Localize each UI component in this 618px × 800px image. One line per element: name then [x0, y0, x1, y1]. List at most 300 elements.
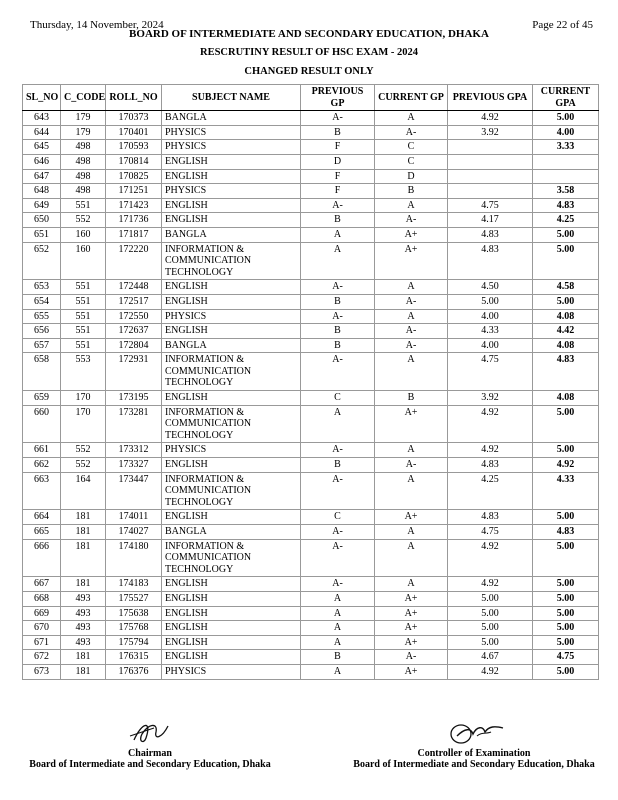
roll-no-cell: 173327 — [106, 458, 162, 473]
sl-no-cell: 667 — [23, 577, 61, 592]
c-code-cell: 551 — [61, 309, 106, 324]
sl-no-cell: 664 — [23, 510, 61, 525]
roll-no-cell: 171251 — [106, 184, 162, 199]
previous-gp-cell: A — [301, 621, 375, 636]
previous-gp-cell: B — [301, 458, 375, 473]
roll-no-cell: 173312 — [106, 443, 162, 458]
previous-gp-cell: A- — [301, 539, 375, 577]
table-row — [23, 577, 599, 592]
subject-cell: PHYSICS — [162, 140, 301, 155]
col-header: CURRENT GP — [375, 85, 448, 111]
c-code-cell: 498 — [61, 184, 106, 199]
current-gpa-cell: 5.00 — [533, 591, 599, 606]
sl-no-cell: 647 — [23, 169, 61, 184]
table-row — [23, 591, 599, 606]
table-row — [23, 443, 599, 458]
col-header: SL_NO — [23, 85, 61, 111]
c-code-cell: 498 — [61, 140, 106, 155]
sl-no-cell: 668 — [23, 591, 61, 606]
current-gp-cell: A+ — [375, 621, 448, 636]
col-header: C_CODE — [61, 85, 106, 111]
roll-no-cell: 171423 — [106, 198, 162, 213]
table-row — [23, 664, 599, 679]
c-code-cell: 181 — [61, 525, 106, 540]
sl-no-cell: 669 — [23, 606, 61, 621]
chairman-signature-block — [0, 748, 300, 770]
table-row — [23, 184, 599, 199]
sl-no-cell: 652 — [23, 242, 61, 280]
roll-no-cell: 172448 — [106, 280, 162, 295]
subject-cell: ENGLISH — [162, 154, 301, 169]
table-row — [23, 154, 599, 169]
previous-gpa-cell: 4.75 — [448, 353, 533, 391]
chairman-title: Chairman — [128, 748, 172, 759]
roll-no-cell: 171736 — [106, 213, 162, 228]
previous-gpa-cell — [448, 140, 533, 155]
current-gp-cell: A — [375, 309, 448, 324]
sl-no-cell: 661 — [23, 443, 61, 458]
current-gpa-cell: 5.00 — [533, 294, 599, 309]
subject-cell: ENGLISH — [162, 591, 301, 606]
current-gpa-cell: 4.08 — [533, 309, 599, 324]
roll-no-cell: 172220 — [106, 242, 162, 280]
previous-gp-cell: B — [301, 338, 375, 353]
current-gp-cell: D — [375, 169, 448, 184]
c-code-cell: 552 — [61, 458, 106, 473]
current-gpa-cell: 3.58 — [533, 184, 599, 199]
roll-no-cell: 170814 — [106, 154, 162, 169]
c-code-cell: 551 — [61, 324, 106, 339]
sl-no-cell: 663 — [23, 472, 61, 510]
previous-gpa-cell: 4.33 — [448, 324, 533, 339]
current-gpa-cell — [533, 154, 599, 169]
current-gp-cell: A+ — [375, 227, 448, 242]
previous-gpa-cell: 4.00 — [448, 338, 533, 353]
subject-cell: BANGLA — [162, 227, 301, 242]
previous-gp-cell: A — [301, 227, 375, 242]
table-row — [23, 198, 599, 213]
c-code-cell: 160 — [61, 227, 106, 242]
subject-cell: INFORMATION & COMMUNICATION TECHNOLOGY — [162, 539, 301, 577]
c-code-cell: 498 — [61, 169, 106, 184]
subject-cell: BANGLA — [162, 338, 301, 353]
table-row — [23, 309, 599, 324]
roll-no-cell: 175638 — [106, 606, 162, 621]
current-gp-cell: A — [375, 111, 448, 126]
table-row — [23, 353, 599, 391]
current-gp-cell: A- — [375, 324, 448, 339]
previous-gpa-cell: 3.92 — [448, 125, 533, 140]
table-row — [23, 227, 599, 242]
table-row — [23, 650, 599, 665]
result-title: RESCRUTINY RESULT OF HSC EXAM - 2024 — [199, 47, 418, 58]
c-code-cell: 553 — [61, 353, 106, 391]
previous-gp-cell: A- — [301, 280, 375, 295]
table-row — [23, 213, 599, 228]
previous-gpa-cell: 4.00 — [448, 309, 533, 324]
sl-no-cell: 666 — [23, 539, 61, 577]
c-code-cell: 181 — [61, 539, 106, 577]
chairman-org: Board of Intermediate and Secondary Education, Dhaka — [29, 759, 271, 770]
roll-no-cell: 174180 — [106, 539, 162, 577]
roll-no-cell: 172550 — [106, 309, 162, 324]
previous-gpa-cell: 4.92 — [448, 405, 533, 443]
c-code-cell: 552 — [61, 213, 106, 228]
subject-cell: BANGLA — [162, 525, 301, 540]
previous-gpa-cell: 4.17 — [448, 213, 533, 228]
previous-gpa-cell: 4.25 — [448, 472, 533, 510]
previous-gp-cell: B — [301, 213, 375, 228]
subject-cell: PHYSICS — [162, 184, 301, 199]
roll-no-cell: 176376 — [106, 664, 162, 679]
subject-cell: ENGLISH — [162, 510, 301, 525]
chairman-signature-image — [128, 718, 174, 746]
previous-gpa-cell: 5.00 — [448, 621, 533, 636]
sl-no-cell: 656 — [23, 324, 61, 339]
current-gpa-cell: 5.00 — [533, 606, 599, 621]
previous-gp-cell: A — [301, 242, 375, 280]
current-gpa-cell: 4.00 — [533, 125, 599, 140]
controller-org: Board of Intermediate and Secondary Education, Dhaka — [353, 759, 595, 770]
subject-cell: INFORMATION & COMMUNICATION TECHNOLOGY — [162, 353, 301, 391]
current-gpa-cell: 4.83 — [533, 198, 599, 213]
previous-gpa-cell — [448, 169, 533, 184]
previous-gp-cell: C — [301, 391, 375, 406]
c-code-cell: 493 — [61, 606, 106, 621]
table-row — [23, 525, 599, 540]
previous-gp-cell: A — [301, 635, 375, 650]
c-code-cell: 181 — [61, 577, 106, 592]
previous-gpa-cell: 3.92 — [448, 391, 533, 406]
col-header: PREVIOUS GP — [301, 85, 375, 111]
c-code-cell: 181 — [61, 664, 106, 679]
current-gp-cell: A+ — [375, 606, 448, 621]
roll-no-cell: 172931 — [106, 353, 162, 391]
sl-no-cell: 643 — [23, 111, 61, 126]
subject-cell: ENGLISH — [162, 621, 301, 636]
subject-cell: PHYSICS — [162, 443, 301, 458]
col-header: PREVIOUS GPA — [448, 85, 533, 111]
table-row — [23, 391, 599, 406]
current-gpa-cell: 5.00 — [533, 443, 599, 458]
sl-no-cell: 672 — [23, 650, 61, 665]
roll-no-cell: 170401 — [106, 125, 162, 140]
subject-cell: ENGLISH — [162, 280, 301, 295]
previous-gp-cell: B — [301, 324, 375, 339]
subject-cell: ENGLISH — [162, 458, 301, 473]
controller-signature-image — [447, 722, 507, 748]
table-header-row — [23, 85, 599, 111]
previous-gp-cell: A- — [301, 111, 375, 126]
roll-no-cell: 172637 — [106, 324, 162, 339]
table-row — [23, 338, 599, 353]
sl-no-cell: 655 — [23, 309, 61, 324]
subject-cell: ENGLISH — [162, 294, 301, 309]
subject-cell: INFORMATION & COMMUNICATION TECHNOLOGY — [162, 242, 301, 280]
current-gp-cell: A- — [375, 650, 448, 665]
table-row — [23, 539, 599, 577]
sl-no-cell: 646 — [23, 154, 61, 169]
current-gpa-cell: 5.00 — [533, 111, 599, 126]
board-heading: BOARD OF INTERMEDIATE AND SECONDARY EDUCATION, DHAKA — [129, 28, 489, 40]
c-code-cell: 552 — [61, 443, 106, 458]
previous-gp-cell: A — [301, 405, 375, 443]
roll-no-cell: 173281 — [106, 405, 162, 443]
roll-no-cell: 173195 — [106, 391, 162, 406]
current-gpa-cell: 4.83 — [533, 525, 599, 540]
sl-no-cell: 649 — [23, 198, 61, 213]
sl-no-cell: 653 — [23, 280, 61, 295]
current-gp-cell: A — [375, 280, 448, 295]
previous-gp-cell: A — [301, 591, 375, 606]
c-code-cell: 551 — [61, 338, 106, 353]
previous-gpa-cell: 4.67 — [448, 650, 533, 665]
subject-cell: ENGLISH — [162, 198, 301, 213]
table-row — [23, 169, 599, 184]
previous-gp-cell: A- — [301, 443, 375, 458]
sl-no-cell: 650 — [23, 213, 61, 228]
sl-no-cell: 648 — [23, 184, 61, 199]
current-gp-cell: A — [375, 472, 448, 510]
roll-no-cell: 172804 — [106, 338, 162, 353]
c-code-cell: 493 — [61, 591, 106, 606]
current-gp-cell: B — [375, 184, 448, 199]
table-row — [23, 280, 599, 295]
current-gp-cell: A+ — [375, 510, 448, 525]
table-row — [23, 606, 599, 621]
c-code-cell: 179 — [61, 111, 106, 126]
table-row — [23, 140, 599, 155]
sl-no-cell: 660 — [23, 405, 61, 443]
table-row — [23, 472, 599, 510]
c-code-cell: 181 — [61, 510, 106, 525]
previous-gpa-cell: 5.00 — [448, 591, 533, 606]
controller-title: Controller of Examination — [417, 748, 531, 759]
roll-no-cell: 172517 — [106, 294, 162, 309]
subject-cell: ENGLISH — [162, 324, 301, 339]
previous-gpa-cell: 5.00 — [448, 606, 533, 621]
current-gp-cell: C — [375, 154, 448, 169]
previous-gpa-cell: 4.92 — [448, 539, 533, 577]
current-gp-cell: A — [375, 443, 448, 458]
current-gp-cell: A — [375, 353, 448, 391]
subject-cell: PHYSICS — [162, 125, 301, 140]
previous-gpa-cell: 4.75 — [448, 525, 533, 540]
table-row — [23, 621, 599, 636]
subject-cell: ENGLISH — [162, 169, 301, 184]
previous-gpa-cell — [448, 184, 533, 199]
c-code-cell: 179 — [61, 125, 106, 140]
roll-no-cell: 174011 — [106, 510, 162, 525]
c-code-cell: 164 — [61, 472, 106, 510]
current-gpa-cell: 5.00 — [533, 635, 599, 650]
sl-no-cell: 673 — [23, 664, 61, 679]
previous-gp-cell: A- — [301, 353, 375, 391]
col-header: SUBJECT NAME — [162, 85, 301, 111]
previous-gp-cell: F — [301, 184, 375, 199]
current-gpa-cell: 5.00 — [533, 664, 599, 679]
previous-gp-cell: A- — [301, 525, 375, 540]
previous-gp-cell: F — [301, 140, 375, 155]
previous-gpa-cell: 4.75 — [448, 198, 533, 213]
sl-no-cell: 670 — [23, 621, 61, 636]
c-code-cell: 493 — [61, 635, 106, 650]
controller-signature-block — [330, 748, 618, 770]
current-gpa-cell: 4.75 — [533, 650, 599, 665]
c-code-cell: 160 — [61, 242, 106, 280]
current-gpa-cell: 4.33 — [533, 472, 599, 510]
roll-no-cell: 175794 — [106, 635, 162, 650]
previous-gpa-cell: 5.00 — [448, 635, 533, 650]
table-row — [23, 111, 599, 126]
previous-gp-cell: A — [301, 606, 375, 621]
current-gpa-cell: 4.08 — [533, 391, 599, 406]
c-code-cell: 170 — [61, 391, 106, 406]
c-code-cell: 551 — [61, 294, 106, 309]
previous-gpa-cell: 4.83 — [448, 242, 533, 280]
previous-gpa-cell: 4.92 — [448, 577, 533, 592]
table-row — [23, 294, 599, 309]
sl-no-cell: 657 — [23, 338, 61, 353]
current-gp-cell: A+ — [375, 664, 448, 679]
previous-gp-cell: C — [301, 510, 375, 525]
previous-gp-cell: A- — [301, 198, 375, 213]
col-header: ROLL_NO — [106, 85, 162, 111]
subject-cell: ENGLISH — [162, 213, 301, 228]
subject-cell: INFORMATION & COMMUNICATION TECHNOLOGY — [162, 472, 301, 510]
page-number: Page 22 of 45 — [532, 19, 593, 31]
current-gpa-cell: 5.00 — [533, 510, 599, 525]
sl-no-cell: 665 — [23, 525, 61, 540]
previous-gp-cell: B — [301, 294, 375, 309]
previous-gp-cell: A- — [301, 472, 375, 510]
current-gpa-cell: 5.00 — [533, 539, 599, 577]
subject-cell: ENGLISH — [162, 650, 301, 665]
sl-no-cell: 671 — [23, 635, 61, 650]
previous-gp-cell: A — [301, 664, 375, 679]
current-gp-cell: A — [375, 539, 448, 577]
current-gp-cell: A — [375, 198, 448, 213]
current-gp-cell: A+ — [375, 242, 448, 280]
current-gpa-cell: 4.58 — [533, 280, 599, 295]
col-header: CURRENT GPA — [533, 85, 599, 111]
table-row — [23, 242, 599, 280]
roll-no-cell: 175527 — [106, 591, 162, 606]
current-gp-cell: A- — [375, 125, 448, 140]
previous-gp-cell: A- — [301, 577, 375, 592]
c-code-cell: 493 — [61, 621, 106, 636]
c-code-cell: 181 — [61, 650, 106, 665]
previous-gpa-cell: 5.00 — [448, 294, 533, 309]
c-code-cell: 551 — [61, 280, 106, 295]
subject-cell: ENGLISH — [162, 577, 301, 592]
subject-cell: ENGLISH — [162, 606, 301, 621]
current-gpa-cell: 4.92 — [533, 458, 599, 473]
subject-cell: BANGLA — [162, 111, 301, 126]
current-gpa-cell — [533, 169, 599, 184]
current-gp-cell: A- — [375, 294, 448, 309]
previous-gp-cell: B — [301, 125, 375, 140]
current-gp-cell: A- — [375, 213, 448, 228]
current-gp-cell: A+ — [375, 635, 448, 650]
previous-gpa-cell: 4.50 — [448, 280, 533, 295]
result-subtitle: CHANGED RESULT ONLY — [244, 66, 374, 77]
table-row — [23, 635, 599, 650]
previous-gpa-cell: 4.92 — [448, 443, 533, 458]
current-gp-cell: A — [375, 525, 448, 540]
current-gp-cell: A+ — [375, 405, 448, 443]
table-row — [23, 458, 599, 473]
current-gpa-cell: 4.25 — [533, 213, 599, 228]
previous-gpa-cell: 4.83 — [448, 510, 533, 525]
roll-no-cell: 171817 — [106, 227, 162, 242]
current-gp-cell: A- — [375, 338, 448, 353]
current-gp-cell: A — [375, 577, 448, 592]
previous-gp-cell: B — [301, 650, 375, 665]
current-gp-cell: B — [375, 391, 448, 406]
c-code-cell: 170 — [61, 405, 106, 443]
current-gpa-cell: 4.08 — [533, 338, 599, 353]
roll-no-cell: 174027 — [106, 525, 162, 540]
sl-no-cell: 644 — [23, 125, 61, 140]
previous-gpa-cell: 4.83 — [448, 227, 533, 242]
current-gpa-cell: 3.33 — [533, 140, 599, 155]
previous-gpa-cell: 4.92 — [448, 111, 533, 126]
roll-no-cell: 175768 — [106, 621, 162, 636]
roll-no-cell: 170593 — [106, 140, 162, 155]
current-gp-cell: A+ — [375, 591, 448, 606]
previous-gp-cell: A- — [301, 309, 375, 324]
roll-no-cell: 174183 — [106, 577, 162, 592]
subject-cell: ENGLISH — [162, 391, 301, 406]
roll-no-cell: 176315 — [106, 650, 162, 665]
subject-cell: INFORMATION & COMMUNICATION TECHNOLOGY — [162, 405, 301, 443]
current-gpa-cell: 5.00 — [533, 242, 599, 280]
previous-gpa-cell: 4.92 — [448, 664, 533, 679]
current-gp-cell: A- — [375, 458, 448, 473]
previous-gpa-cell: 4.83 — [448, 458, 533, 473]
previous-gp-cell: D — [301, 154, 375, 169]
previous-gpa-cell — [448, 154, 533, 169]
current-gpa-cell: 5.00 — [533, 621, 599, 636]
print-date: Thursday, 14 November, 2024 — [30, 19, 164, 31]
c-code-cell: 551 — [61, 198, 106, 213]
current-gpa-cell: 5.00 — [533, 405, 599, 443]
subject-cell: PHYSICS — [162, 309, 301, 324]
sl-no-cell: 658 — [23, 353, 61, 391]
current-gpa-cell: 4.83 — [533, 353, 599, 391]
sl-no-cell: 651 — [23, 227, 61, 242]
table-row — [23, 125, 599, 140]
sl-no-cell: 654 — [23, 294, 61, 309]
table-row — [23, 510, 599, 525]
roll-no-cell: 170373 — [106, 111, 162, 126]
current-gpa-cell: 5.00 — [533, 227, 599, 242]
table-row — [23, 324, 599, 339]
result-table — [22, 84, 599, 680]
previous-gp-cell: F — [301, 169, 375, 184]
sl-no-cell: 645 — [23, 140, 61, 155]
current-gpa-cell: 5.00 — [533, 577, 599, 592]
roll-no-cell: 170825 — [106, 169, 162, 184]
subject-cell: PHYSICS — [162, 664, 301, 679]
sl-no-cell: 659 — [23, 391, 61, 406]
subject-cell: ENGLISH — [162, 635, 301, 650]
table-row — [23, 405, 599, 443]
current-gp-cell: C — [375, 140, 448, 155]
c-code-cell: 498 — [61, 154, 106, 169]
roll-no-cell: 173447 — [106, 472, 162, 510]
